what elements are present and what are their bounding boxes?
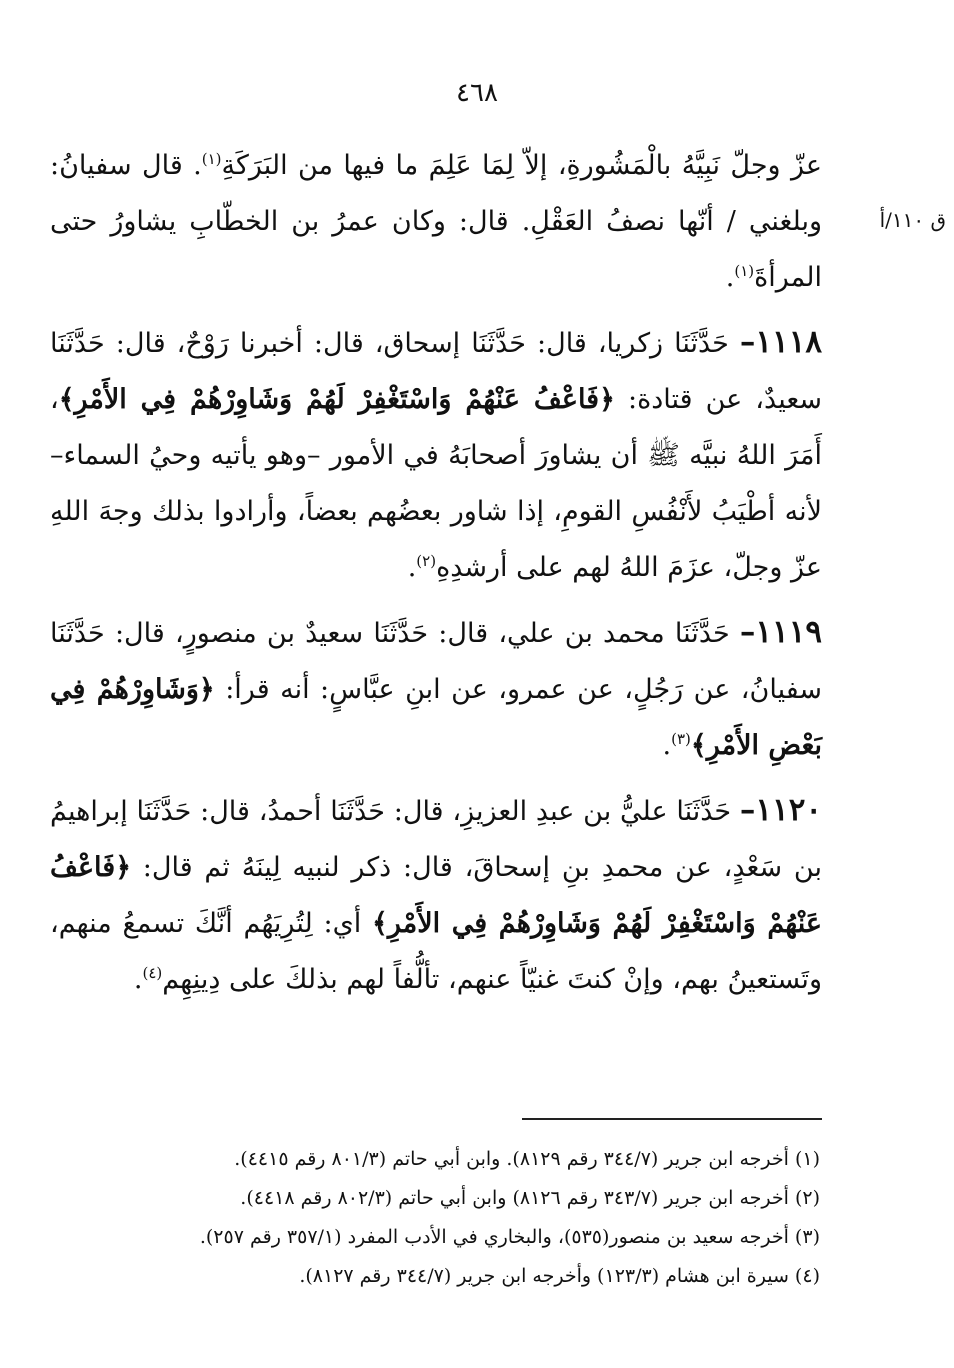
paragraph-text: .	[407, 552, 417, 583]
paragraph-text: عزّ وجلّ نَبِيَّهُ بالْمَشُورةِ، إلاّ لِمَا عَلِمَ ما فيها من البَرَكَةِ	[221, 150, 822, 181]
hadith-number: ١١٢٠–	[739, 792, 822, 828]
quran-quote: ﴿فَاعْفُ عَنْهُمْ وَاسْتَغْفِرْ لَهُمْ وَشَاوِرْهُمْ فِي الأَمْرِ﴾	[58, 384, 615, 415]
footnote-ref: (٤)	[142, 964, 163, 982]
footnote-ref: (٣)	[671, 730, 691, 748]
main-text	[50, 138, 822, 1008]
manuscript-folio-note: ق ١١٠/أ	[879, 208, 946, 232]
quran-quote: ﴿وَشَاوِرْهُمْ فِي بَعْضِ الأَمْرِ﴾	[50, 674, 822, 761]
paragraph-text: .	[725, 262, 735, 293]
hadith-1120	[50, 782, 822, 1008]
quran-quote: ﴿فَاعْفُ عَنْهُمْ وَاسْتَغْفِرْ لَهُمْ وَشَاوِرْهُمْ فِي الأَمْرِ﴾	[50, 852, 822, 939]
footnote-ref: (١)	[734, 262, 755, 280]
footnote-ref: (٢)	[416, 552, 437, 570]
paragraph-text: ، أَمَرَ اللهُ نبيَّه ﷺ أن يشاورَ أصحابَهُ في الأمور –وهو يأتيه وحيُ السماء– لأنه أطْيَبُ لأَنْفُسِ القومِ، إذا شاور بعضُهم بعضاً، وأرادوا بذلك وجهَ اللهِ عزّ وجلّ، عزَمَ اللهُ لهم على أرشدِهِ	[50, 384, 822, 583]
page-number: ٤٦٨	[456, 78, 498, 108]
footnotes	[60, 1140, 820, 1296]
paragraph-text: . قال سفيانُ: وبلغني / أنّها نصفُ العَقْلِ. قال: وكان عمرُ بن الخطّابِ يشاورُ حتى المرأةَ	[50, 150, 822, 293]
footnote-separator	[522, 1118, 822, 1120]
hadith-number: ١١١٩–	[739, 614, 822, 650]
hadith-1118	[50, 314, 822, 596]
paragraph-text: .	[133, 964, 143, 995]
paragraph-text: حَدَّثَنَا محمد بن علي، قال: حَدَّثَنَا سعيدٌ بن منصورٍ، قال: حَدَّثَنَا سفيانُ، عن رَجُلٍ، عن عمرو، عن ابنِ عبَّاسٍ: أنه قرأ:	[50, 618, 823, 705]
footnote-4: (٤) سيرة ابن هشام (١٢٣/٣) وأخرجه ابن جرير (٣٤٤/٧ رقم ٨١٢٧).	[299, 1265, 820, 1287]
paragraph-text: حَدَّثَنَا عليُّ بن عبدِ العزيزِ، قال: حَدَّثَنَا أحمدُ، قال: حَدَّثَنَا إبراهيمُ بن سَعْدٍ، عن محمدِ بنِ إسحاقَ، قال: ذكر لنبيه لِينَهُ ثم قال:	[50, 796, 822, 883]
footnote-3: (٣) أخرجه سعيد بن منصور(٥٣٥)، والبخاري في الأدب المفرد (٣٥٧/١ رقم ٢٥٧).	[199, 1226, 820, 1248]
hadith-1119	[50, 604, 822, 774]
hadith-number: ١١١٨–	[739, 324, 822, 360]
paragraph-text: .	[662, 730, 672, 761]
paragraph-text: حَدَّثَنَا زكريا، قال: حَدَّثَنَا إسحاق، قال: أخبرنا رَوْحٌ، قال: حَدَّثَنَا سعيدٌ، عن قتادة:	[50, 328, 822, 415]
paragraph-text: أي: لِتُرِيَهُم أنَّكَ تسمعُ منهم، وتَستعينُ بهم، وإنْ كنتَ غنيّاً عنهم، تألُّفاً لهم بذلكَ على دِينِهِم	[50, 908, 822, 995]
footnote-ref: (١)	[201, 150, 222, 168]
footnote-2: (٢) أخرجه ابن جرير (٣٤٣/٧ رقم ٨١٢٦) وابن أبي حاتم (٨٠٢/٣ رقم ٤٤١٨).	[240, 1187, 820, 1209]
paragraph-continuation	[50, 138, 822, 306]
footnote-1: (١) أخرجه ابن جرير (٣٤٤/٧ رقم ٨١٢٩). وابن أبي حاتم (٨٠١/٣ رقم ٤٤١٥).	[234, 1148, 820, 1170]
